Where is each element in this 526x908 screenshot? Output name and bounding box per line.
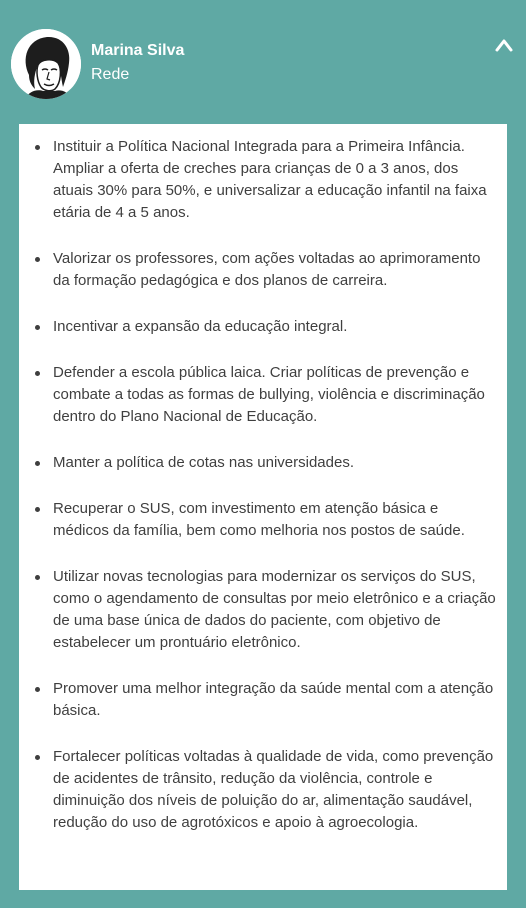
bullet-icon bbox=[35, 575, 40, 580]
list-item bbox=[19, 136, 507, 224]
candidate-name: Marina Silva bbox=[91, 42, 185, 59]
proposal-text: Promover uma melhor integração da saúde mental com a atenção básica. bbox=[53, 680, 494, 719]
list-item bbox=[19, 678, 507, 722]
bullet-icon bbox=[35, 461, 40, 466]
proposals-list bbox=[19, 136, 507, 858]
avatar bbox=[11, 29, 81, 99]
list-item bbox=[19, 452, 507, 474]
list-item bbox=[19, 316, 507, 338]
bullet-icon bbox=[35, 755, 40, 760]
portrait-sketch-icon bbox=[11, 29, 81, 99]
bullet-icon bbox=[35, 687, 40, 692]
proposal-text: Utilizar novas tecnologias para modernizar os serviços do SUS, como o agendamento de consultas por meio eletrônico e a criação de uma base única de dados do paciente, com objetivo de estabelecer um prontuário eletrônico. bbox=[53, 568, 496, 651]
proposals-card bbox=[19, 124, 507, 890]
proposal-text: Valorizar os professores, com ações voltadas ao aprimoramento da formação pedagógica e dos planos de carreira. bbox=[53, 250, 481, 289]
proposal-text: Manter a política de cotas nas universidades. bbox=[53, 454, 355, 471]
list-item bbox=[19, 498, 507, 542]
list-item bbox=[19, 248, 507, 292]
list-item bbox=[19, 362, 507, 428]
bullet-icon bbox=[35, 325, 40, 330]
bullet-icon bbox=[35, 371, 40, 376]
candidate-header bbox=[0, 0, 526, 120]
list-item bbox=[19, 746, 507, 834]
bullet-icon bbox=[35, 257, 40, 262]
bullet-icon bbox=[35, 145, 40, 150]
proposal-text: Recuperar o SUS, com investimento em atenção básica e médicos da família, bem como melhoria nos postos de saúde. bbox=[53, 500, 465, 539]
proposal-text: Defender a escola pública laica. Criar políticas de prevenção e combate a todas as formas de bullying, violência e discriminação dentro do Plano Nacional de Educação. bbox=[53, 364, 485, 425]
proposal-text: Fortalecer políticas voltadas à qualidade de vida, como prevenção de acidentes de trânsito, redução da violência, controle e diminuição dos níveis de poluição do ar, alimentação saudável, redução do uso de agrotóxicos e apoio à agroecologia. bbox=[53, 748, 494, 831]
proposal-text: Incentivar a expansão da educação integral. bbox=[53, 318, 348, 335]
chevron-up-icon[interactable] bbox=[494, 36, 514, 54]
proposal-text: Instituir a Política Nacional Integrada para a Primeira Infância. Ampliar a oferta de creches para crianças de 0 a 3 anos, dos atuais 30% para 50%, e universalizar a educação infantil na faixa etária de 4 a 5 anos. bbox=[53, 138, 487, 221]
bullet-icon bbox=[35, 507, 40, 512]
list-item bbox=[19, 566, 507, 654]
candidate-party: Rede bbox=[91, 66, 130, 83]
